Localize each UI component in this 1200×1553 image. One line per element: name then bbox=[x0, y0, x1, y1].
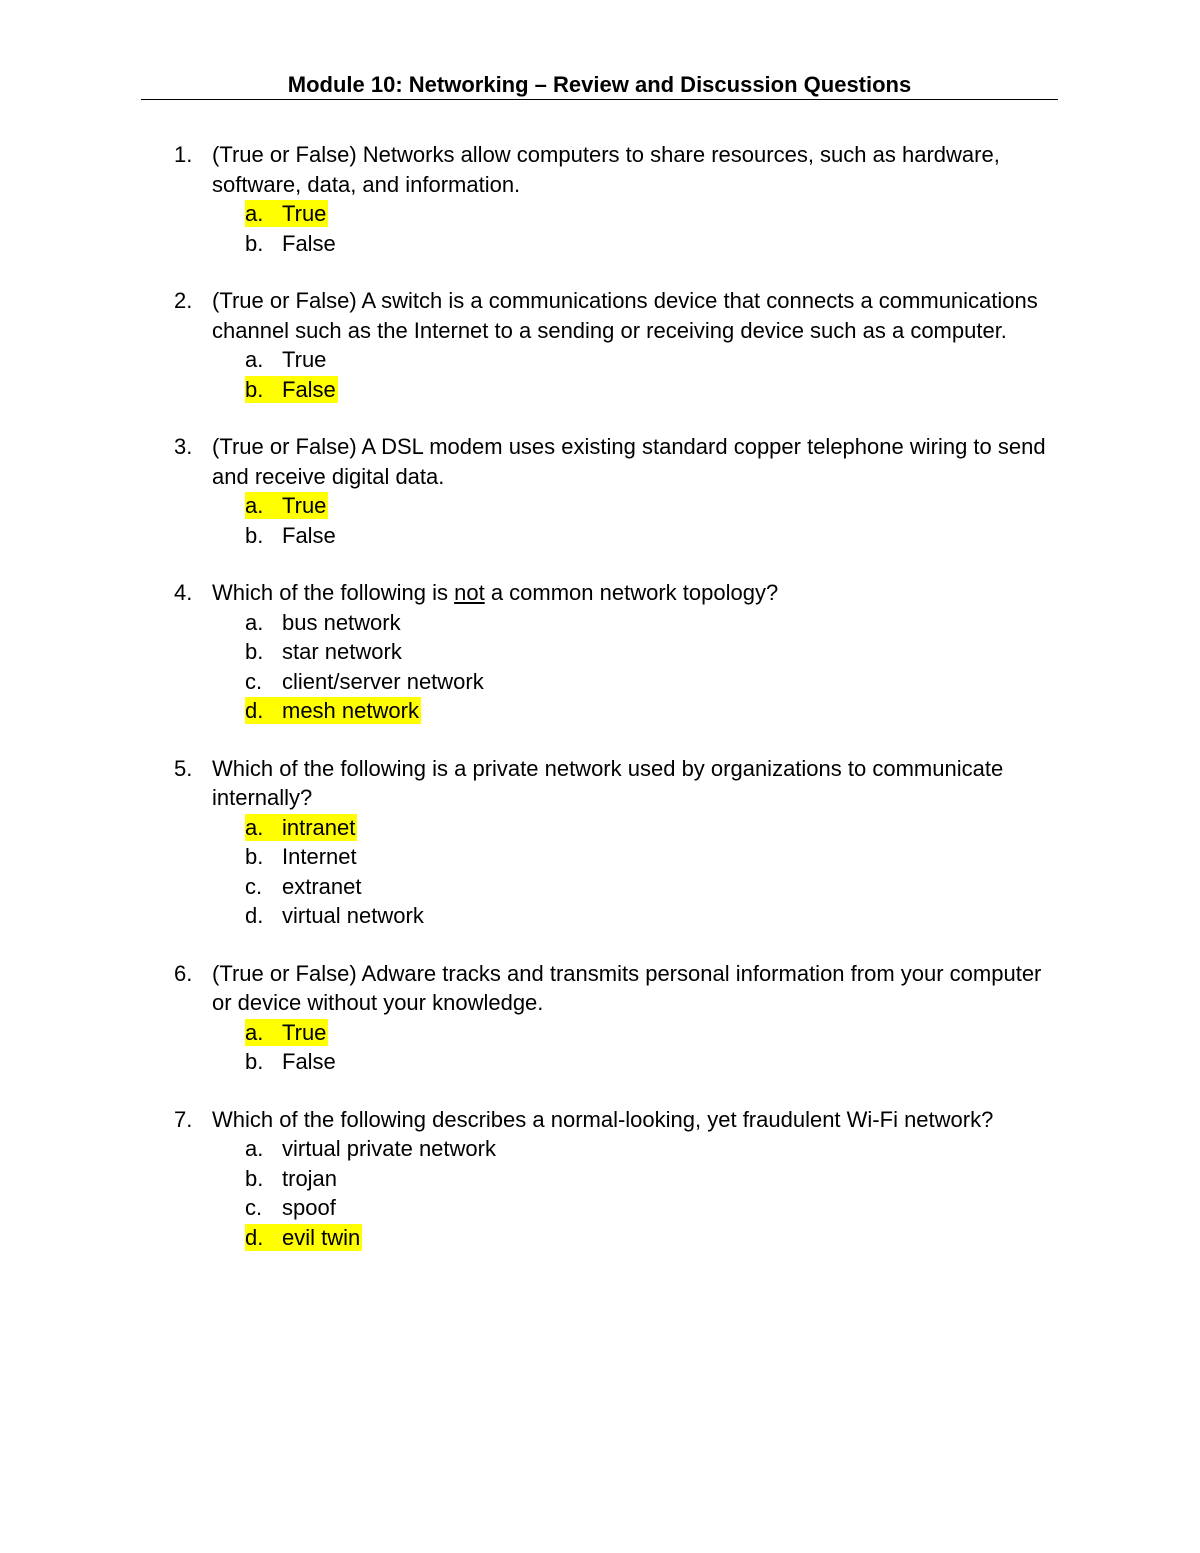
option-letter: b. bbox=[245, 376, 264, 402]
question-number: 1. bbox=[174, 142, 193, 167]
answer-content bbox=[245, 522, 338, 549]
answer-content bbox=[245, 1165, 339, 1192]
option-letter: a. bbox=[245, 814, 264, 840]
option-text: spoof bbox=[282, 1195, 336, 1220]
answer-content bbox=[245, 843, 359, 870]
option-letter: d. bbox=[245, 698, 264, 723]
answer-option-correct bbox=[0, 491, 1200, 521]
option-letter: d. bbox=[245, 903, 264, 928]
option-text: True bbox=[282, 1019, 327, 1045]
answer-option bbox=[0, 872, 1200, 902]
option-letter: b. bbox=[245, 639, 264, 664]
answer-option bbox=[0, 345, 1200, 375]
answer-options bbox=[0, 345, 1200, 404]
answer-highlight bbox=[245, 1224, 362, 1251]
option-text: virtual network bbox=[282, 903, 424, 928]
answer-option bbox=[0, 1047, 1200, 1077]
question-item bbox=[0, 959, 1200, 1077]
option-letter: c. bbox=[245, 1195, 263, 1220]
answer-options bbox=[0, 1134, 1200, 1252]
option-letter: b. bbox=[245, 1049, 264, 1074]
option-text: evil twin bbox=[282, 1224, 361, 1250]
option-text: True bbox=[282, 347, 327, 372]
option-text: Internet bbox=[282, 844, 357, 869]
answer-option-correct bbox=[0, 1223, 1200, 1253]
title-divider bbox=[141, 99, 1058, 100]
answer-options bbox=[0, 199, 1200, 258]
option-letter: a. bbox=[245, 1136, 264, 1161]
answer-option bbox=[0, 229, 1200, 259]
option-text: client/server network bbox=[282, 668, 484, 694]
option-letter: b. bbox=[245, 844, 264, 869]
option-text: False bbox=[282, 376, 336, 402]
answer-options bbox=[0, 491, 1200, 550]
option-text: False bbox=[282, 522, 336, 548]
answer-highlight bbox=[245, 200, 328, 227]
answer-content bbox=[245, 873, 364, 900]
question-item bbox=[0, 432, 1200, 550]
question-number: 7. bbox=[174, 1106, 193, 1132]
question-text: Which of the following is a private network used by organizations to communicate internally? bbox=[212, 755, 1004, 810]
question-text-part: a common network topology? bbox=[484, 580, 779, 605]
question-text: (True or False) A DSL modem uses existing standard copper telephone wiring to send and receive digital data. bbox=[212, 434, 1046, 489]
answer-highlight bbox=[245, 814, 357, 841]
option-letter: b. bbox=[245, 1165, 264, 1191]
answer-option-correct bbox=[0, 696, 1200, 726]
option-letter: c. bbox=[245, 668, 263, 694]
option-text: False bbox=[282, 1049, 336, 1074]
answer-highlight bbox=[245, 1019, 328, 1046]
option-letter: c. bbox=[245, 873, 263, 899]
answer-content bbox=[245, 1194, 338, 1221]
question-list bbox=[0, 140, 1200, 1280]
question-number: 6. bbox=[174, 960, 193, 986]
answer-option bbox=[0, 901, 1200, 931]
answer-content bbox=[245, 609, 403, 636]
question-item bbox=[0, 578, 1200, 726]
answer-option bbox=[0, 667, 1200, 697]
option-text: mesh network bbox=[282, 698, 419, 723]
answer-option-correct bbox=[0, 1018, 1200, 1048]
question-item bbox=[0, 1105, 1200, 1253]
answer-option bbox=[0, 1164, 1200, 1194]
answer-content bbox=[245, 1048, 338, 1075]
option-letter: b. bbox=[245, 230, 264, 256]
option-letter: a. bbox=[245, 201, 264, 226]
option-letter: a. bbox=[245, 493, 264, 518]
answer-content bbox=[245, 902, 426, 929]
option-letter: a. bbox=[245, 347, 264, 372]
question-number: 5. bbox=[174, 755, 193, 781]
option-letter: a. bbox=[245, 609, 264, 635]
answer-option bbox=[0, 1193, 1200, 1223]
question-item bbox=[0, 286, 1200, 404]
answer-option bbox=[0, 637, 1200, 667]
answer-content bbox=[245, 230, 338, 257]
option-letter: b. bbox=[245, 522, 264, 548]
option-text: True bbox=[282, 201, 327, 226]
answer-content bbox=[245, 668, 486, 695]
answer-option bbox=[0, 1134, 1200, 1164]
answer-option-correct bbox=[0, 813, 1200, 843]
page-title: Module 10: Networking – Review and Discussion Questions bbox=[287, 72, 912, 97]
option-text: extranet bbox=[282, 873, 362, 899]
answer-options bbox=[0, 813, 1200, 931]
question-number: 4. bbox=[174, 580, 193, 605]
question-number: 3. bbox=[174, 434, 193, 459]
option-text: True bbox=[282, 493, 327, 518]
answer-highlight bbox=[245, 492, 328, 519]
answer-highlight bbox=[245, 376, 338, 403]
answer-highlight bbox=[245, 697, 421, 724]
question-text: (True or False) Networks allow computers to share resources, such as hardware, software, data, and information. bbox=[212, 142, 1000, 197]
question-item bbox=[0, 140, 1200, 258]
question-text: Which of the following describes a normal-looking, yet fraudulent Wi-Fi network? bbox=[212, 1106, 994, 1132]
question-text-part: Which of the following is bbox=[212, 580, 455, 605]
answer-option-correct bbox=[0, 375, 1200, 405]
answer-option bbox=[0, 608, 1200, 638]
option-text: star network bbox=[282, 639, 402, 664]
option-text: trojan bbox=[282, 1165, 338, 1191]
question-number: 2. bbox=[174, 288, 193, 313]
answer-content bbox=[245, 638, 404, 665]
answer-options bbox=[0, 1018, 1200, 1077]
question-text: (True or False) Adware tracks and transmits personal information from your computer or device without your knowledge. bbox=[212, 960, 1042, 1015]
answer-options bbox=[0, 608, 1200, 726]
answer-option bbox=[0, 842, 1200, 872]
option-text: bus network bbox=[282, 609, 401, 635]
option-letter: d. bbox=[245, 1224, 264, 1250]
answer-option bbox=[0, 521, 1200, 551]
option-letter: a. bbox=[245, 1019, 264, 1045]
answer-option-correct bbox=[0, 199, 1200, 229]
option-text: virtual private network bbox=[282, 1136, 496, 1161]
option-text: intranet bbox=[282, 814, 356, 840]
answer-content bbox=[245, 1135, 498, 1162]
question-text bbox=[212, 578, 1062, 608]
question-text: (True or False) A switch is a communications device that connects a communications channel such as the Internet to a sending or receiving device such as a computer. bbox=[212, 288, 1038, 343]
question-item bbox=[0, 754, 1200, 931]
answer-content bbox=[245, 346, 328, 373]
question-text-emphasis: not bbox=[454, 580, 485, 605]
option-text: False bbox=[282, 230, 336, 256]
